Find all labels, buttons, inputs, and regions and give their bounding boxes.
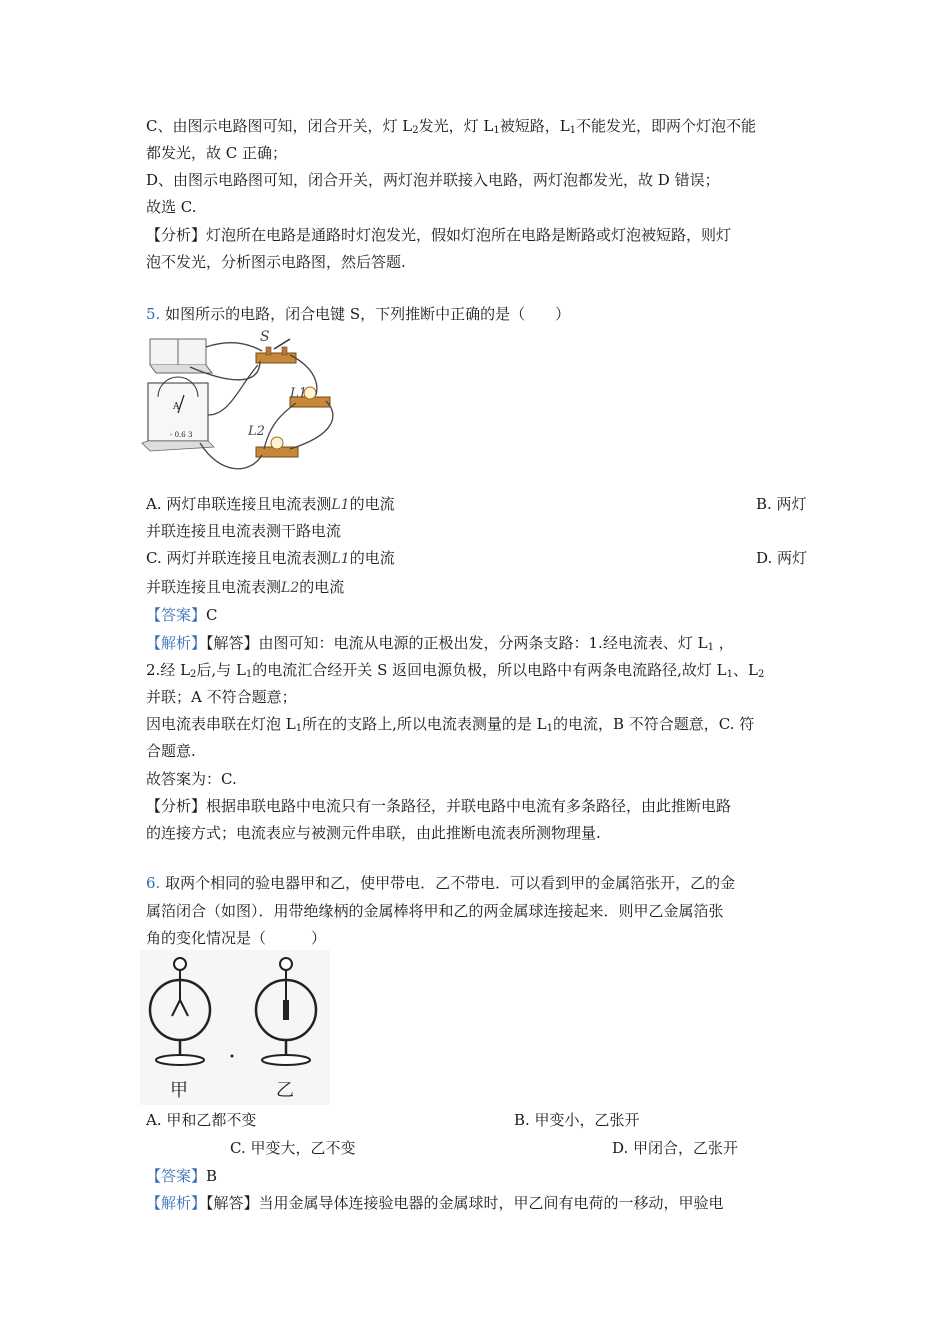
switch-label: S (260, 329, 270, 345)
ammeter-label: A (173, 402, 180, 412)
q5-explanation-4: 因电流表串联在灯泡 $L_1$所在的支路上,所以电流表测量的是 $L_1$的电流，B 不符合题意，C. 符 (146, 715, 755, 734)
paragraph-option-c-cont: 都发光，故 C 正确； (146, 144, 288, 162)
electroscope-figure (140, 950, 330, 1105)
q5-explanation-3: 并联；A 不符合题意； (146, 688, 297, 706)
q6-option-c: C. 甲变大，乙不变 (230, 1139, 356, 1157)
q5-answer: 【答案】C (146, 606, 218, 624)
q6-option-d: D. 甲闭合，乙张开 (612, 1139, 739, 1157)
paragraph-option-d: D、由图示电路图可知，闭合开关，两灯泡并联接入电路，两灯泡都发光，故 D 错误； (146, 171, 720, 189)
q5-option-d-cont: 并联连接且电流表测L2的电流 (146, 578, 345, 596)
paragraph-option-c: C、由图示电路图可知，闭合开关，灯 $L_2$发光，灯 $L_1$被短路，$L_1$不能发光，即两个灯泡不能 (146, 117, 757, 136)
q5-explanation-1: 【解析】【解答】由图可知：电流从电源的正极出发，分两条支路：1.经电流表、灯 $L_1$ ， (146, 634, 734, 653)
q5-option-b-cont: 并联连接且电流表测干路电流 (146, 522, 342, 540)
label-jia: 甲 (170, 1080, 188, 1101)
q5-option-a: A. 两灯串联连接且电流表测L1的电流 (146, 495, 395, 513)
question-number: 6. (146, 874, 161, 892)
question-number: 5. (146, 305, 161, 323)
q6-explanation-1: 【解析】【解答】当用金属导体连接验电器的金属球时，甲乙间有电荷的一移动，甲验电 (146, 1194, 724, 1212)
question-5-stem: 5. 如图所示的电路，闭合电键 S，下列推断中正确的是（ ） (146, 305, 571, 323)
q6-option-b: B. 甲变小，乙张开 (514, 1111, 640, 1129)
question-6-stem-3: 角的变化情况是（ ） (146, 929, 327, 947)
q5-explanation-6: 故答案为：C. (146, 770, 237, 788)
lamp2-label: L2 (248, 424, 265, 439)
analysis-line-1: 【分析】灯泡所在电路是通路时灯泡发光，假如灯泡所在电路是断路或灯泡被短路，则灯 (146, 226, 732, 244)
ammeter-terminals: - 0.6 3 (170, 431, 193, 439)
analysis-line-2: 泡不发光，分析图示电路图，然后答题. (146, 253, 406, 271)
q5-analysis-1: 【分析】根据串联电路中电流只有一条路径，并联电路中电流有多条路径，由此推断电路 (146, 797, 732, 815)
paragraph-choose: 故选 C. (146, 198, 197, 216)
q6-option-a: A. 甲和乙都不变 (146, 1111, 257, 1129)
q5-option-c: C. 两灯并联连接且电流表测L1的电流 (146, 549, 395, 567)
q6-answer: 【答案】B (146, 1167, 218, 1185)
question-6-stem-2: 属箔闭合（如图）．用带绝缘柄的金属棒将甲和乙的两金属球连接起来．则甲乙金属箔张 (146, 902, 724, 920)
q5-explanation-5: 合题意. (146, 742, 196, 760)
q5-explanation-2: 2.经 $L_2$后,与 $L_1$的电流汇合经开关 S 返回电源负极，所以电路中有两条电流路径,故灯 $L_1$、$L_2$ (146, 661, 765, 680)
lamp1-label: L1 (290, 386, 307, 401)
q5-option-d: D. 两灯 (756, 549, 808, 567)
q5-analysis-2: 的连接方式；电流表应与被测元件串联，由此推断电流表所测物理量. (146, 824, 601, 842)
question-6-stem-1: 6. 取两个相同的验电器甲和乙，使甲带电．乙不带电．可以看到甲的金属箔张开，乙的金 (146, 874, 736, 892)
label-yi: 乙 (276, 1080, 294, 1101)
q5-option-b: B. 两灯 (756, 495, 807, 513)
circuit-figure (140, 325, 370, 485)
